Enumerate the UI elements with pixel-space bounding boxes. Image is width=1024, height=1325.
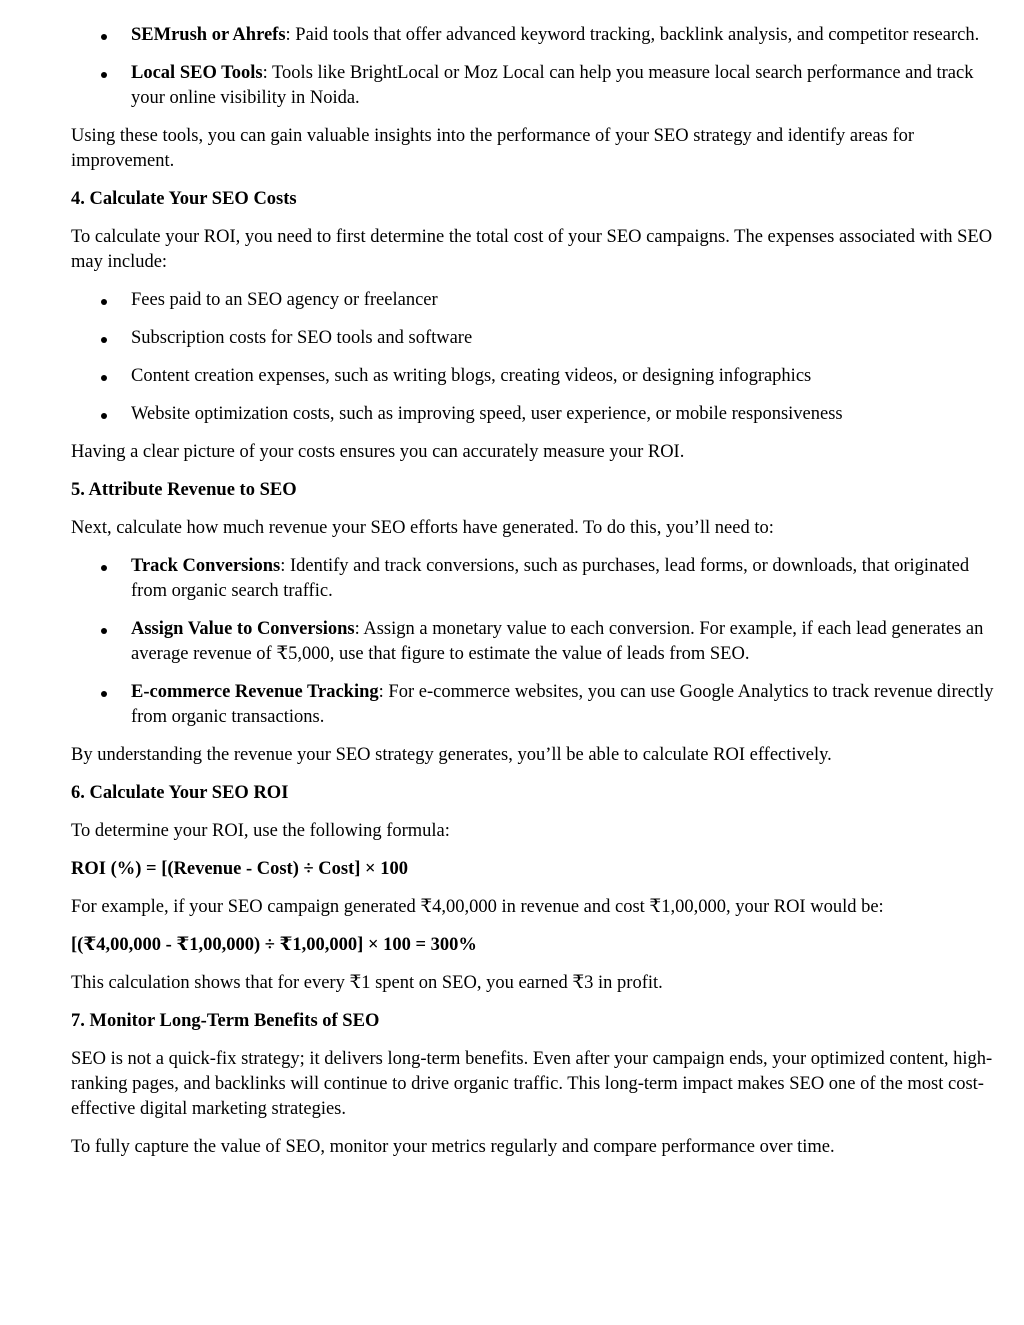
list-item: [71, 288, 1006, 313]
section-heading-revenue: 5. Attribute Revenue to SEO: [71, 480, 297, 500]
roi-formula: ROI (%) = [(Revenue - Cost) ÷ Cost] × 100: [71, 859, 408, 879]
roi-paragraph: To determine your ROI, use the following formula:: [71, 821, 450, 841]
intro-paragraph: Using these tools, you can gain valuable insights into the performance of your SEO strategy and identify areas for improvement.: [71, 126, 915, 171]
list-item: [71, 402, 1006, 427]
list-item: [71, 364, 1006, 389]
bullet-icon: [101, 72, 107, 78]
bullet-icon: [101, 691, 107, 697]
roi-example: For example, if your SEO campaign generated ₹4,00,000 in revenue and cost ₹1,00,000, your ROI would be:: [71, 897, 884, 917]
list-item: [71, 617, 1006, 667]
list-item-term: Assign Value to Conversions: [131, 619, 355, 639]
list-item: [71, 23, 1006, 48]
list-item-term: Local SEO Tools: [131, 63, 263, 83]
tools-list: [71, 23, 1006, 111]
list-item-text: Content creation expenses, such as writing blogs, creating videos, or designing infographics: [131, 366, 812, 386]
list-item-term: SEMrush or Ahrefs: [131, 25, 286, 45]
bullet-icon: [101, 628, 107, 634]
list-item-text: Website optimization costs, such as improving speed, user experience, or mobile responsiveness: [131, 404, 843, 424]
long-term-paragraph: SEO is not a quick-fix strategy; it delivers long-term benefits. Even after your campaign ends, your optimized content, high-ranking pages, and backlinks will continue to drive organic traffic. This long-term impact makes SEO one of the most cost-effective digital marketing strategies.: [71, 1049, 993, 1119]
costs-closing: Having a clear picture of your costs ensures you can accurately measure your ROI.: [71, 442, 685, 462]
section-heading-costs: 4. Calculate Your SEO Costs: [71, 189, 297, 209]
bullet-icon: [101, 337, 107, 343]
revenue-paragraph: Next, calculate how much revenue your SEO efforts have generated. To do this, you’ll need to:: [71, 518, 774, 538]
costs-paragraph: To calculate your ROI, you need to first determine the total cost of your SEO campaigns. The expenses associated with SEO may include:: [71, 227, 993, 272]
bullet-icon: [101, 34, 107, 40]
list-item: [71, 326, 1006, 351]
section-heading-long-term: 7. Monitor Long-Term Benefits of SEO: [71, 1011, 380, 1031]
list-item-text: : For e-commerce websites, you can use Google Analytics to track revenue directly from organic transactions.: [131, 682, 994, 727]
bullet-icon: [101, 375, 107, 381]
roi-closing: This calculation shows that for every ₹1 spent on SEO, you earned ₹3 in profit.: [71, 973, 663, 993]
list-item-term: Track Conversions: [131, 556, 281, 576]
bullet-icon: [101, 565, 107, 571]
list-item-text: Fees paid to an SEO agency or freelancer: [131, 290, 438, 310]
section-heading-roi: 6. Calculate Your SEO ROI: [71, 783, 289, 803]
list-item: [71, 554, 1006, 604]
bullet-icon: [101, 299, 107, 305]
long-term-closing: To fully capture the value of SEO, monitor your metrics regularly and compare performance over time.: [71, 1137, 835, 1157]
list-item-text: : Assign a monetary value to each conversion. For example, if each lead generates an average revenue of ₹5,000, use that figure to estimate the value of leads from SEO.: [131, 619, 984, 664]
list-item-term: E-commerce Revenue Tracking: [131, 682, 379, 702]
list-item-text: : Tools like BrightLocal or Moz Local can help you measure local search performance and track your online visibility in Noida.: [131, 63, 974, 108]
list-item: [71, 680, 1006, 730]
revenue-closing: By understanding the revenue your SEO strategy generates, you’ll be able to calculate ROI effectively.: [71, 745, 832, 765]
costs-list: [71, 288, 1006, 427]
list-item: [71, 61, 1006, 111]
bullet-icon: [101, 413, 107, 419]
revenue-list: [71, 554, 1006, 730]
list-item-text: : Paid tools that offer advanced keyword tracking, backlink analysis, and competitor research.: [285, 25, 980, 45]
document-page: [71, 23, 1006, 1173]
roi-calculation: [(₹4,00,000 - ₹1,00,000) ÷ ₹1,00,000] × 100 = 300%: [71, 935, 477, 955]
list-item-text: : Identify and track conversions, such as purchases, lead forms, or downloads, that originated from organic search traffic.: [131, 556, 970, 601]
list-item-text: Subscription costs for SEO tools and software: [131, 328, 473, 348]
